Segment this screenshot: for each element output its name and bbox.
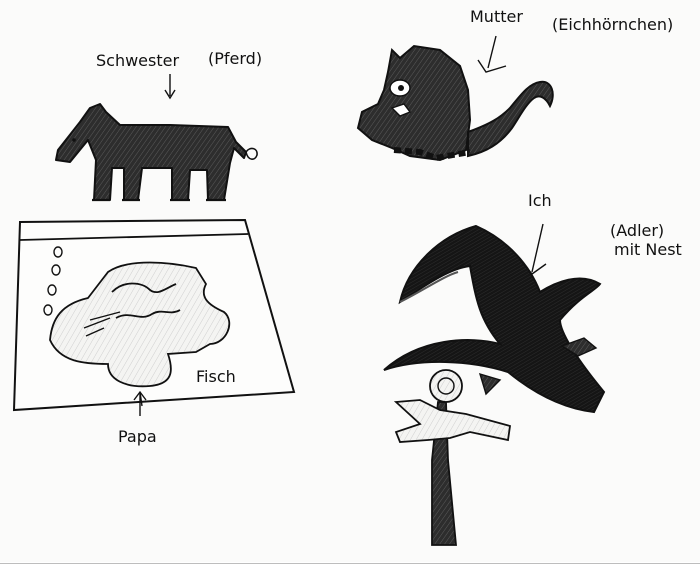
father-label: Papa: [118, 427, 157, 446]
fish-label: Fisch: [196, 367, 236, 386]
nest-label: mit Nest: [614, 240, 682, 259]
aquarium-drawing: [14, 220, 294, 410]
sister-label: Schwester: [96, 51, 180, 70]
sister-animal-label: (Pferd): [208, 49, 263, 68]
me-label: Ich: [528, 191, 552, 210]
mother-animal-label: (Eichhörnchen): [552, 15, 674, 34]
eagle-animal-label: (Adler): [610, 221, 665, 240]
mother-label: Mutter: [470, 7, 523, 26]
bottom-divider: [0, 563, 700, 564]
